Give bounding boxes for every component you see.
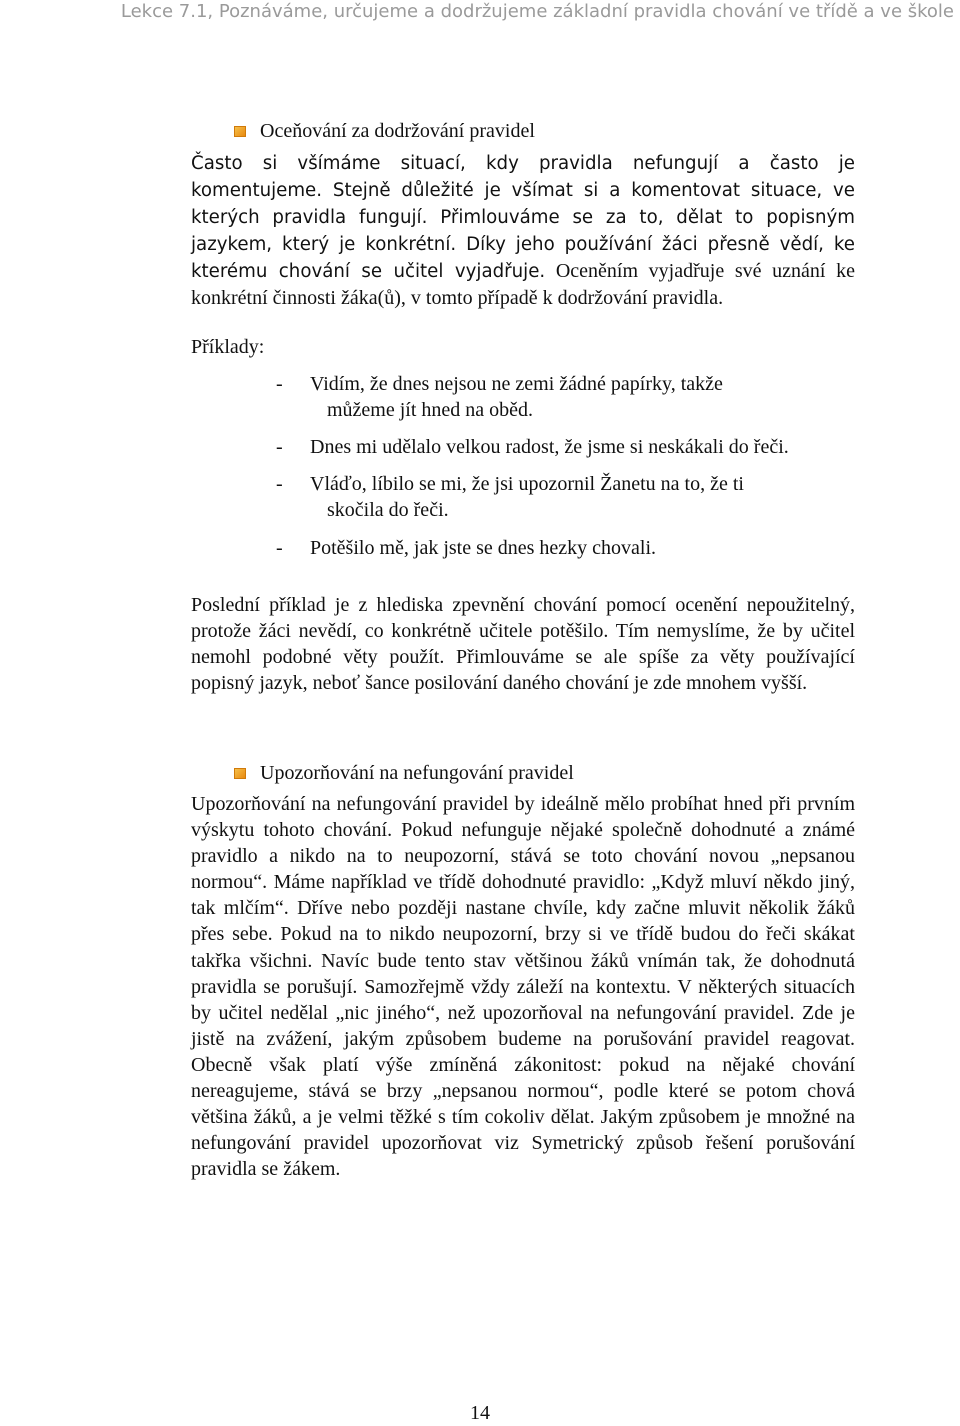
section1-intro <box>191 150 855 312</box>
example-item <box>276 434 866 460</box>
example-line: Potěšilo mě, jak jste se dnes hezky chovali. <box>310 537 657 559</box>
page-header: Lekce 7.1, Poznáváme, určujeme a dodržujeme základní pravidla chování ve třídě a ve škole <box>120 1 954 22</box>
section-heading-upozornovani <box>234 760 574 786</box>
example-line: Vláďo, líbilo se mi, že jsi upozornil Žanetu na to, že ti <box>310 473 744 495</box>
section2-body: Upozorňování na nefungování pravidel by ideálně mělo probíhat hned při prvním výskytu tohoto chování. Pokud nefunguje nějaké společně dohodnuté a známé pravidlo a nikdo na to neupozorní, stává se toto chování novou „nepsanou normou“. Máme například ve třídě dohodnuté pravidlo: „Když mluví někdo jiný, tak mlčím“. Dříve nebo později nastane chvíle, kdy začne mluvit několik žáků přes sebe. Pokud na to nikdo neupozorní, brzy si ve třídě budou do řeči skákat takřka všichni. Navíc bude tento stav většinou žáků vnímán tak, že dohodnutá pravidla se porušují. Samozřejmě vždy záleží na kontextu. V některých situacích by učitel nedělal „nic jiného“, než upozorňoval na nefungování pravidel. Zde je jistě na zvážení, jakým způsobem budeme na porušování pravidel reagovat. Obecně však platí výše zmíněná zákonitost: pokud na nějaké chování nereagujeme, stává se brzy „nepsanou normou“, podle které se potom chová většina žáků, a je velmi těžké s tím cokoliv dělat. Jakým způsobem je množné na nefungování pravidel upozorňovat viz Symetrický způsob řešení porušování pravidla se žákem. <box>191 793 855 1181</box>
page-number: 14 <box>470 1402 490 1424</box>
example-line: Dnes mi udělalo velkou radost, že jsme si neskákali do řeči. <box>310 436 789 458</box>
bullet-square-icon <box>234 126 246 137</box>
section1-conclusion: Poslední příklad je z hlediska zpevnění chování pomocí ocenění nepoužitelný, protože žáci nevědí, co konkrétně učitele potěšilo. Tím nemyslíme, že by učitel nemohl podobné věty použít. Přimlouváme se ale spíše za věty používající popisný jazyk, neboť šance posilování daného chování je zde mnohem vyšší. <box>191 594 855 695</box>
example-dash: - <box>276 436 283 458</box>
examples-label: Příklady: <box>191 336 265 358</box>
example-line-continued: skočila do řeči. <box>327 499 449 521</box>
intro-verdana-text: Často si všímáme situací, kdy pravidla nefungují a často je komentujeme. Stejně důležité je všímat si a komentovat situace, ve kterých pravidla fungují. Přimlouváme se za to, dělat to popisným jazykem, který je konkrétní. Díky jeho používání žáci přesně vědí, ke kterému chování se učitel vyjadřuje. <box>191 153 855 283</box>
intro-serif-text: Oceněním vyjadřuje své uznání ke konkrétní činnosti žáka(ů), v tomto případě k dodržování pravidla. <box>191 260 856 310</box>
example-line: Vidím, že dnes nejsou ne zemi žádné papírky, takže <box>310 373 723 395</box>
section-heading-oceneni <box>234 118 535 144</box>
section-heading-text: Upozorňování na nefungování pravidel <box>260 762 574 784</box>
example-item <box>276 471 866 523</box>
example-line-continued: můžeme jít hned na oběd. <box>327 399 534 421</box>
section-heading-text: Oceňování za dodržování pravidel <box>260 120 535 142</box>
bullet-square-icon <box>234 768 246 779</box>
example-dash: - <box>276 373 283 395</box>
example-item <box>276 371 866 423</box>
example-item <box>276 535 866 561</box>
example-dash: - <box>276 537 283 559</box>
example-dash: - <box>276 473 283 495</box>
